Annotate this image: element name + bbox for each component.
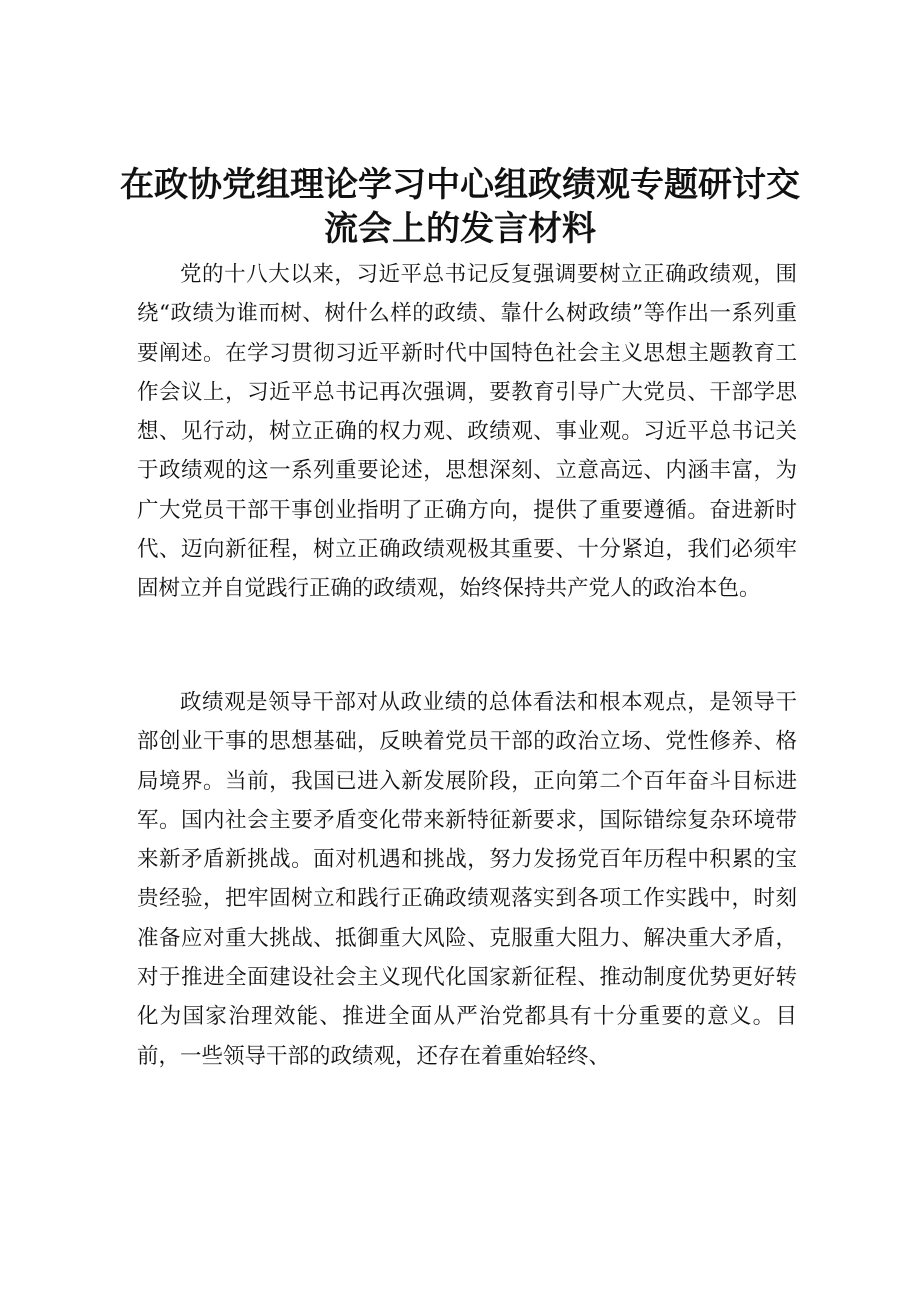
body-paragraph-1: 党的十八大以来，习近平总书记反复强调要树立正确政绩观，围绕“政绩为谁而树、树什么样的政绩、靠什么树政绩”等作出一系列重要阐述。在学习贯彻习近平新时代中国特色社会主义思想主题教育工作会议上，习近平总书记再次强调，要教育引导广大党员、干部学思想、见行动，树立正确的权力观、政绩观、事业观。习近平总书记关于政绩观的这一系列重要论述，思想深刻、立意高远、内涵丰富，为广大党员干部干事创业指明了正确方向，提供了重要遵循。奋进新时代、迈向新征程，树立正确政绩观极其重要、十分紧迫，我们必须牢固树立并自觉践行正确的政绩观，始终保持共产党人的政治本色。: [137, 262, 797, 602]
document-title-line-2: 流会上的发言材料: [324, 209, 596, 249]
document-title-line-1: 在政协党组理论学习中心组政绩观专题研讨交: [120, 165, 800, 205]
body-paragraph-2: 政绩观是领导干部对从政业绩的总体看法和根本观点，是领导干部创业干事的思想基础，反映着党员干部的政治立场、党性修养、格局境界。当前，我国已进入新发展阶段，正向第二个百年奋斗目标进军。国内社会主要矛盾变化带来新特征新要求，国际错综复杂环境带来新矛盾新挑战。面对机遇和挑战，努力发扬党百年历程中积累的宝贵经验，把牢固树立和践行正确政绩观落实到各项工作实践中，时刻准备应对重大挑战、抵御重大风险、克服重大阻力、解决重大矛盾，对于推进全面建设社会主义现代化国家新征程、推动制度优势更好转化为国家治理效能、推进全面从严治党都具有十分重要的意义。目前，一些领导干部的政绩观，还存在着重始轻终、: [137, 690, 797, 1069]
